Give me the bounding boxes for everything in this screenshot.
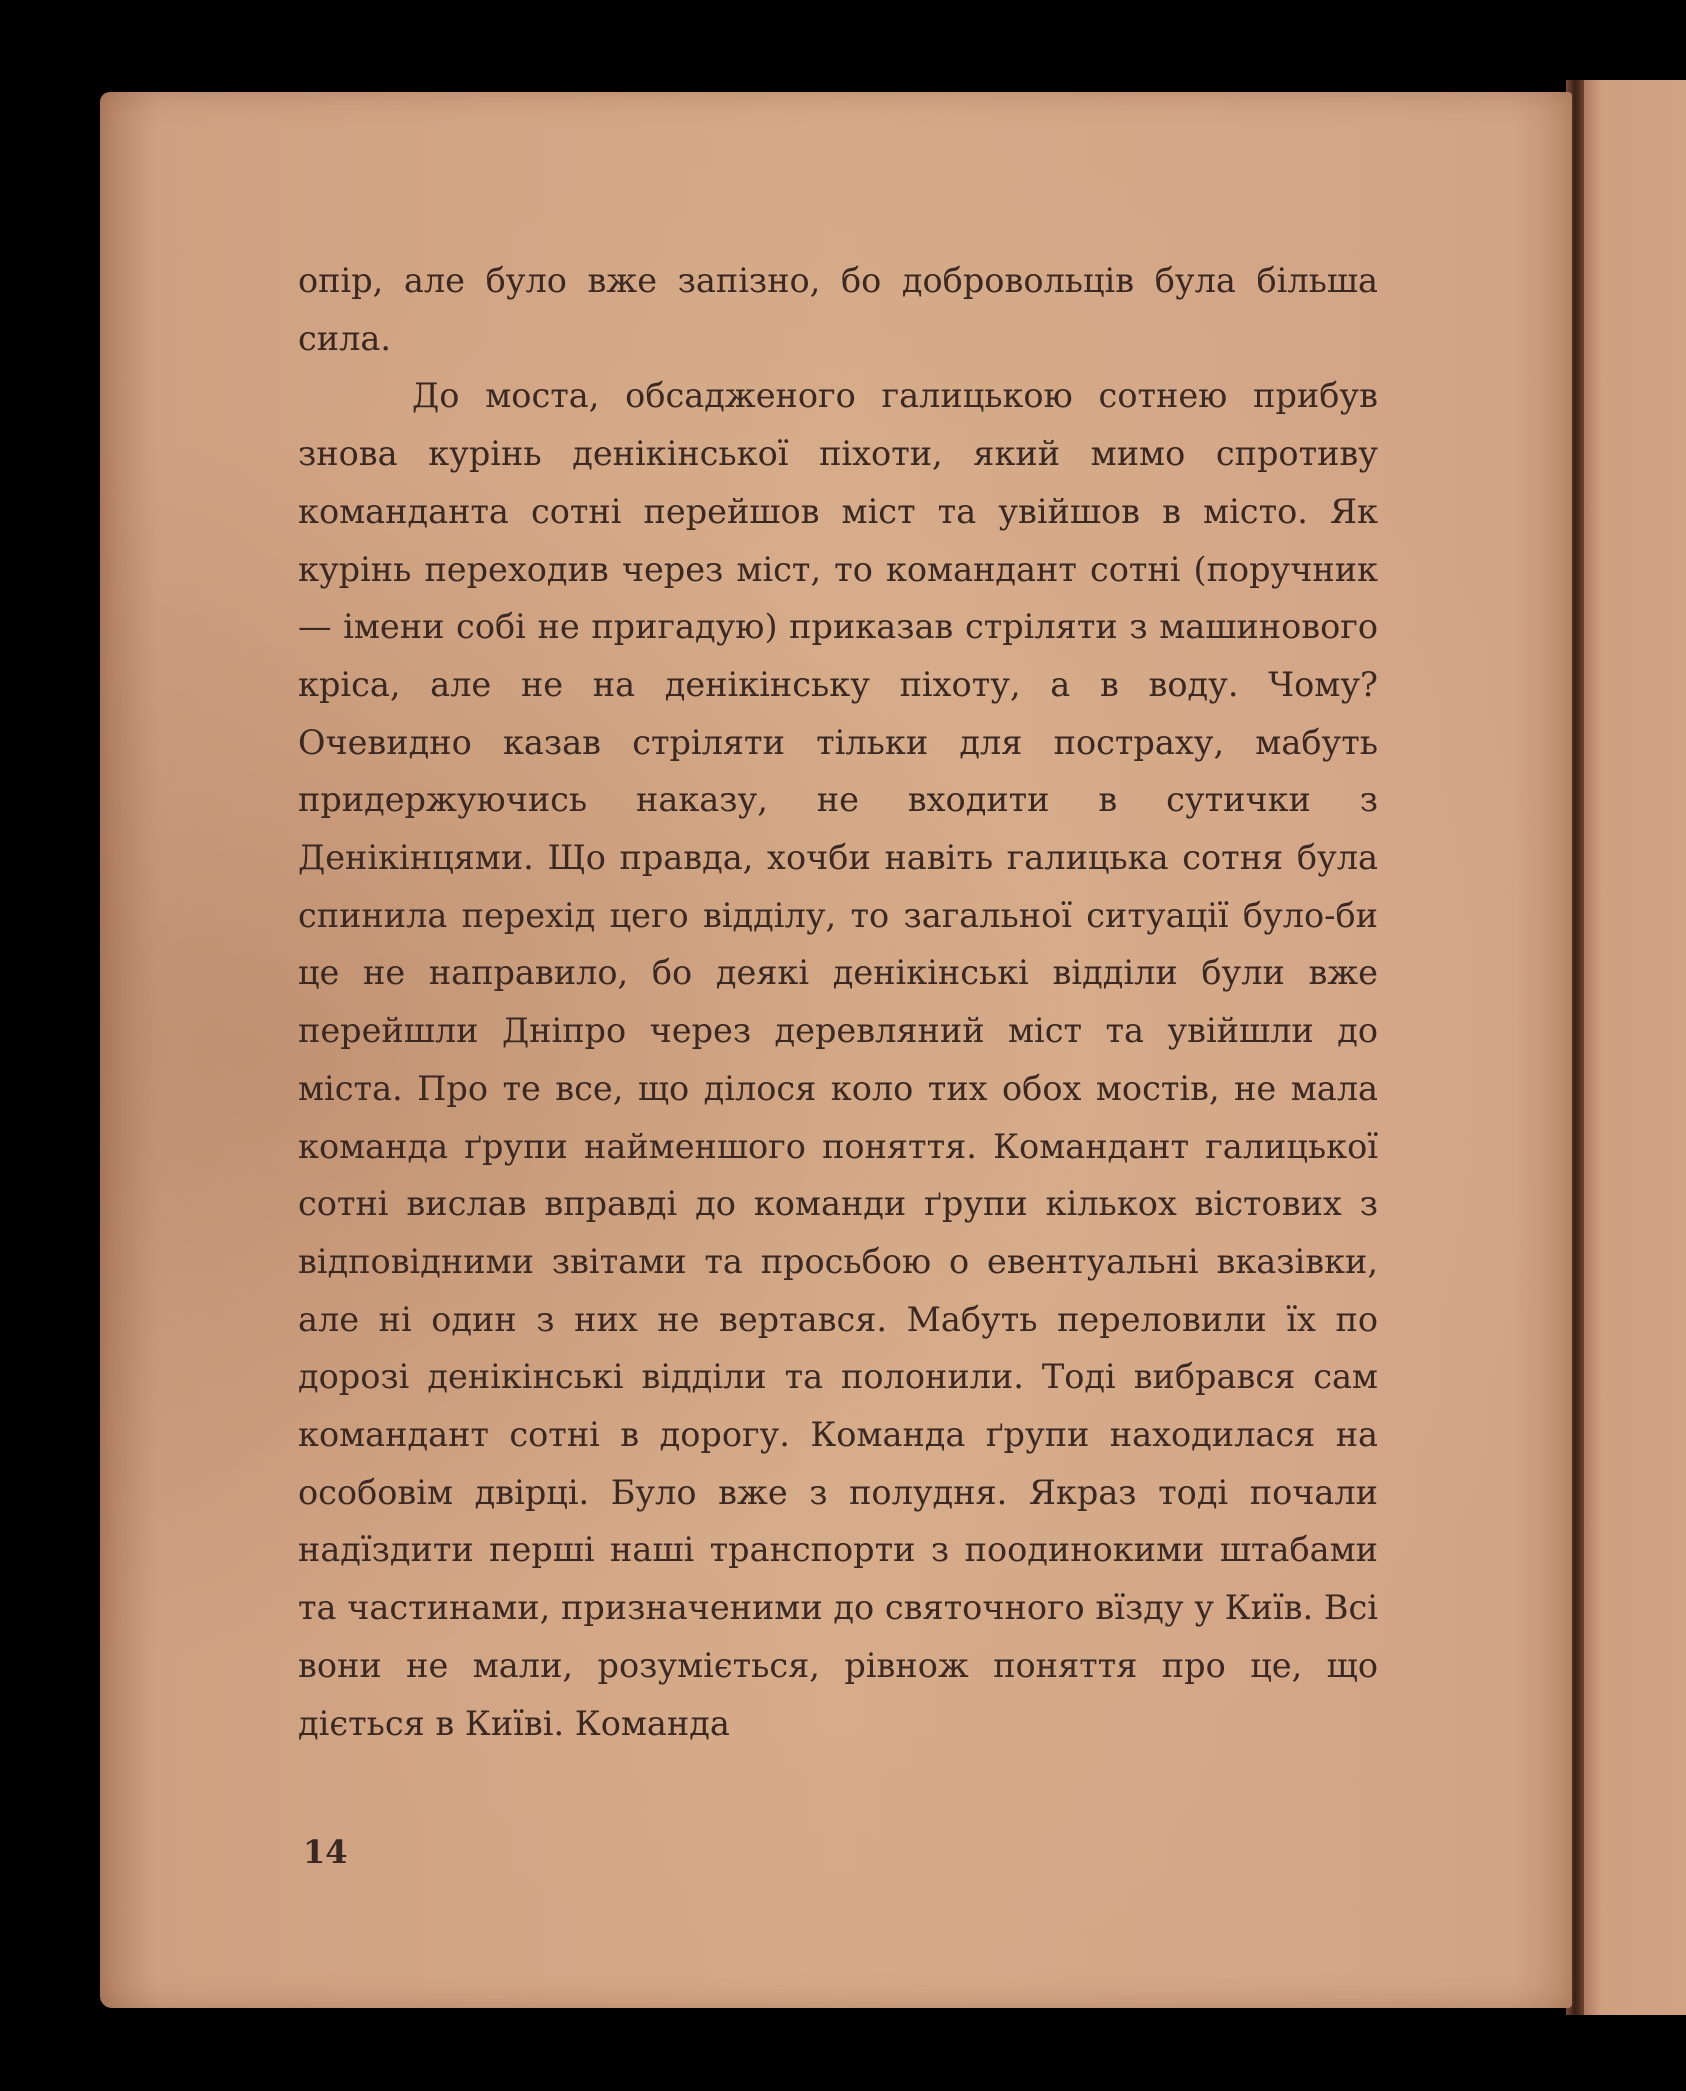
page-number: 14 bbox=[303, 1833, 348, 1871]
paragraph-1: опір, але було вже запізно, бо добровольців була більша сила. bbox=[298, 261, 1378, 358]
body-text bbox=[298, 252, 1378, 1752]
paragraph-2: До моста, обсадженого галицькою сотнею прибув знова курінь денікінської піхоти, який мимо спротиву команданта сотні перейшов міст та увійшов в місто. Як курінь переходив через міст, то командант сотні (поручник — імени собі не пригадую) приказав стріляти з машинового кріса, але не на денікінську піхоту, а в воду. Чому? Очевидно казав стріляти тільки для постраху, мабуть придержуючись наказу, не входити в сутички з Денікінцями. Що правда, хочби навіть галицька сотня була спинила перехід цего відділу, то загальної ситуації було-би це не направило, бо деякі денікінські відділи були вже перейшли Дніпро через деревляний міст та увійшли до міста. Про те все, що ділося коло тих обох мостів, не мала команда ґрупи найменшого поняття. Командант галицької сотні вислав вправді до команди ґрупи кількох вістових з відповідними звітами та просьбою о евентуальні вказівки, але ні один з них не вертався. Мабуть переловили їх по дорозі денікінські відділи та полонили. Тоді вибрався сам командант сотні в дорогу. Команда ґрупи находилася на особовім двірці. Було вже з полудня. Якраз тоді почали надїздити перші наші транспорти з поодинокими штабами та частинами, призначеними до святочного вїзду у Київ. Всі вони не мали, розуміється, рівнож поняття про це, що діється в Київі. Команда bbox=[298, 376, 1378, 1743]
facing-page-edge bbox=[1580, 80, 1686, 2015]
